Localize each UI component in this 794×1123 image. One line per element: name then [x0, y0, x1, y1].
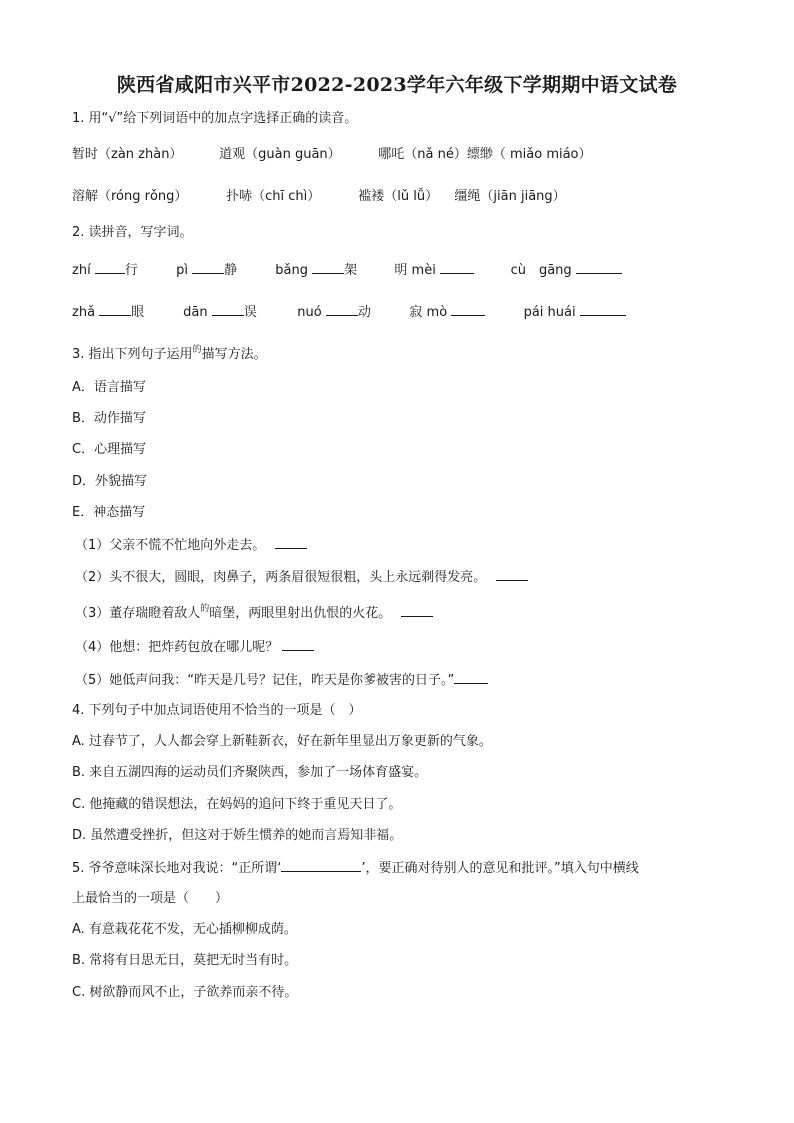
q5-option: C. 树欲静而风不止，子欲养而亲不待。	[72, 985, 298, 1000]
q4-option: C. 他掩藏的错误想法，在妈妈的追问下终于重见天日了。	[72, 797, 402, 812]
q2-item	[72, 303, 179, 322]
q2-char: 行	[124, 263, 138, 278]
q2-char: 眼	[131, 305, 145, 320]
answer-blank[interactable]	[454, 671, 488, 684]
q2-item	[72, 261, 172, 280]
q1-word: 暂时（zàn zhàn）	[72, 147, 183, 162]
q2-item	[275, 261, 390, 280]
q3-item-1	[75, 536, 307, 555]
q2-pinyin: dān	[183, 305, 208, 320]
answer-blank[interactable]	[281, 859, 361, 872]
q2-char: 动	[357, 305, 371, 320]
q3-stem-de: 的	[192, 345, 202, 355]
q2-pinyin: nuó	[297, 305, 322, 320]
q3-item-text: （1）父亲不慌不忙地向外走去。	[75, 538, 266, 553]
q3-item-text: （2）头不很大，圆眼，肉鼻子，两条眉很短很粗，头上永远剃得发亮。	[75, 570, 487, 585]
q5-option: A. 有意栽花花不发，无心插柳柳成荫。	[72, 922, 297, 937]
q2-item	[524, 303, 626, 322]
q1-stem: 1. 用“√”给下列词语中的加点字选择正确的读音。	[72, 111, 358, 126]
answer-blank[interactable]	[326, 303, 358, 316]
answer-blank[interactable]	[580, 303, 626, 316]
q2-pinyin: 寂 mò	[409, 305, 448, 320]
answer-blank[interactable]	[192, 261, 224, 274]
q3-option: E．神态描写	[72, 505, 146, 520]
q2-pinyin: zhí	[72, 263, 91, 278]
answer-blank[interactable]	[212, 303, 244, 316]
q1-word: 溶解（róng rǒng）	[72, 189, 188, 204]
q3-stem-text-b: 描写方法。	[201, 347, 267, 362]
q4-stem: 4. 下列句子中加点词语使用不恰当的一项是（ ）	[72, 703, 362, 718]
q3-item-text: （4）他想：把炸药包放在哪儿呢？	[75, 640, 279, 655]
q1-word: 哪吒（nǎ né）缥缈（ miǎo miáo）	[378, 147, 592, 162]
q2-pinyin: pái huái	[523, 305, 576, 320]
q2-pinyin: cù gāng	[510, 263, 572, 278]
q2-item	[409, 303, 519, 322]
q3-item-text: （5）她低声问我：“昨天是几号？记住，昨天是你爹被害的日子。”	[75, 673, 455, 688]
answer-blank[interactable]	[401, 604, 433, 617]
q4-option: A. 过春节了，人人都会穿上新鞋新衣，好在新年里显出万象更新的气象。	[72, 734, 492, 749]
q2-item	[183, 303, 293, 322]
q3-item-text: （3）董存瑞瞪着敌人	[75, 606, 201, 621]
q3-item-5	[75, 671, 488, 690]
q5-option: B. 常将有日思无日，莫把无时当有时。	[72, 953, 298, 968]
q1-word: 道观（guàn guān）	[219, 147, 341, 162]
q2-pinyin: 明 mèi	[394, 263, 436, 278]
q2-row-1	[72, 261, 622, 280]
q3-stem	[72, 346, 267, 365]
q3-item-2	[75, 568, 528, 587]
q3-item-4	[75, 638, 314, 657]
q5-stem	[72, 859, 639, 878]
answer-blank[interactable]	[275, 536, 307, 549]
answer-blank[interactable]	[576, 261, 622, 274]
q2-item	[176, 261, 271, 280]
answer-blank[interactable]	[312, 261, 344, 274]
q5-stem-continued: 上最恰当的一项是（ ）	[72, 891, 229, 906]
answer-blank[interactable]	[496, 568, 528, 581]
q1-word: 扑哧（chī chì）	[226, 189, 321, 204]
exam-title: 陕西省咸阳市兴平市2022-2023学年六年级下学期期中语文试卷	[116, 74, 678, 96]
q4-option: D. 虽然遭受挫折，但这对于娇生惯养的她而言焉知非福。	[72, 828, 403, 843]
q2-row-2	[72, 303, 626, 322]
answer-blank[interactable]	[282, 638, 314, 651]
q2-pinyin: bǎng	[275, 263, 308, 278]
q3-item-3-de: 的	[200, 604, 210, 614]
answer-blank[interactable]	[95, 261, 125, 274]
q5-stem-text-b: ’，要正确对待别人的意见和批评。”填入句中横线	[361, 861, 639, 876]
q2-char: 静	[224, 263, 238, 278]
q2-item	[511, 261, 622, 280]
q2-stem: 2. 读拼音，写字词。	[72, 225, 193, 240]
q3-option: D．外貌描写	[72, 474, 148, 489]
q2-pinyin: pì	[176, 263, 189, 278]
q3-item-text-rest: 暗堡，两眼里射出仇恨的火花。	[209, 606, 392, 621]
q1-word: 缰绳（jiān jiāng）	[454, 189, 566, 204]
q2-char: 架	[344, 263, 358, 278]
q2-char: 误	[243, 305, 257, 320]
answer-blank[interactable]	[451, 303, 485, 316]
q1-row-1	[72, 146, 592, 164]
q4-option: B. 来自五湖四海的运动员们齐聚陕西，参加了一场体育盛宴。	[72, 765, 428, 780]
q2-item	[394, 261, 506, 280]
answer-blank[interactable]	[440, 261, 474, 274]
q3-option: A．语言描写	[72, 380, 146, 395]
q5-stem-text-a: 5. 爷爷意味深长地对我说：“正所谓‘	[72, 861, 282, 876]
answer-blank[interactable]	[99, 303, 131, 316]
q1-row-2	[72, 188, 566, 206]
q3-stem-text-a: 3. 指出下列句子运用	[72, 347, 193, 362]
q1-word: 褴褛（lǔ lǚ）	[358, 189, 439, 204]
q3-option: B．动作描写	[72, 411, 146, 426]
q2-item	[297, 303, 405, 322]
q2-pinyin: zhǎ	[72, 305, 96, 320]
q3-option: C．心理描写	[72, 442, 147, 457]
q3-item-3	[75, 604, 433, 624]
